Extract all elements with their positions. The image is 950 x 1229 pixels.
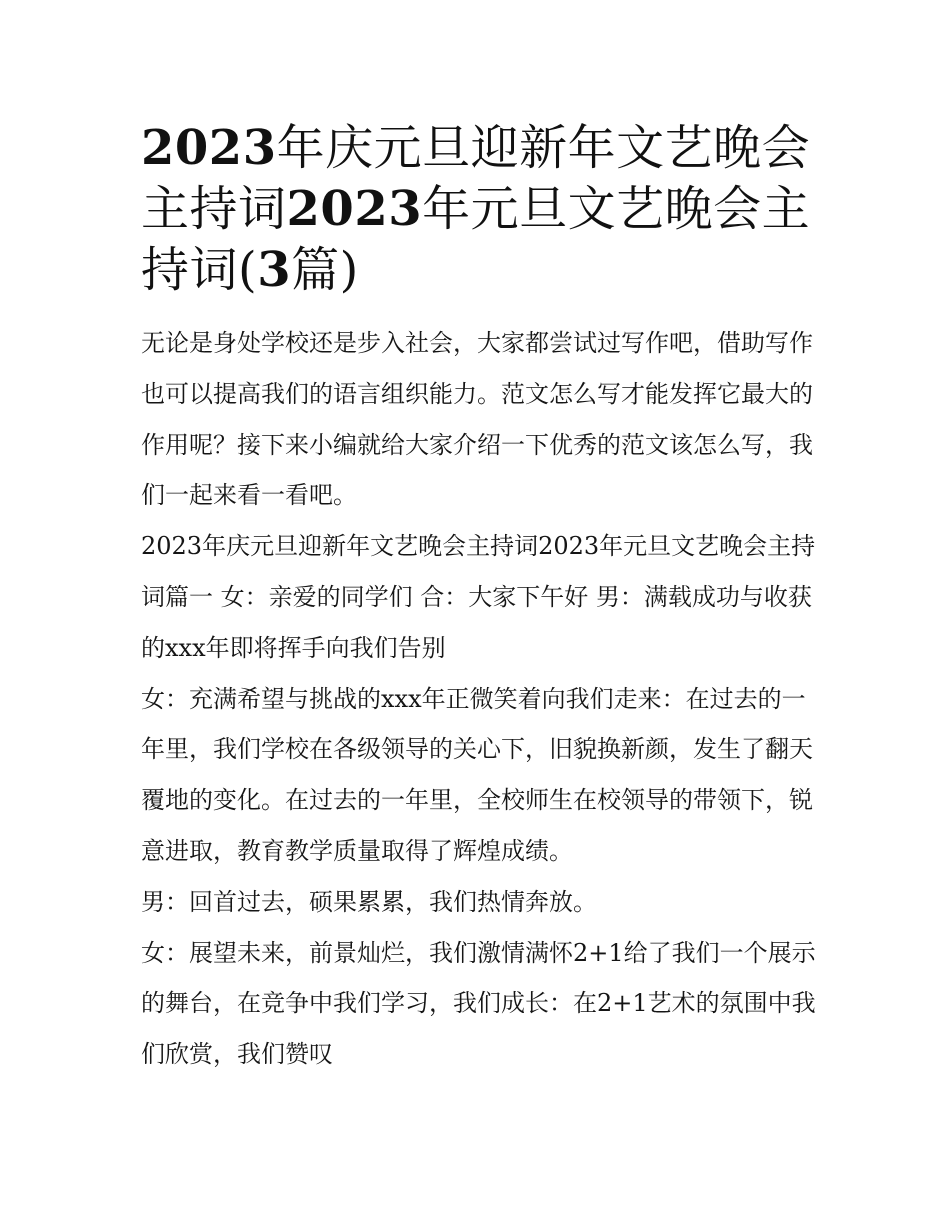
document-title (141, 118, 816, 301)
paragraph: 2023年庆元旦迎新年文艺晚会主持词2023年元旦文艺晚会主持词篇一 女：亲爱的同学们 合：大家下午好 男：满载成功与收获的xxx年即将挥手向我们告别 (141, 532, 816, 662)
title-text: 篇) (291, 242, 359, 298)
title-year: 2023 (286, 181, 423, 237)
paragraph: 女：展望未来，前景灿烂，我们激情满怀2+1给了我们一个展示的舞台，在竞争中我们学习，我们成长：在2+1艺术的氛围中我们欣赏，我们赞叹 (141, 938, 816, 1069)
paragraph: 男：回首过去，硕果累累，我们热情奔放。 (141, 887, 597, 916)
document-body (141, 318, 816, 1080)
title-year: 2023 (141, 120, 277, 176)
intro-paragraph: 无论是身处学校还是步入社会，大家都尝试过写作吧，借助写作也可以提高我们的语言组织能力。范文怎么写才能发挥它最大的作用呢？接下来小编就给大家介绍一下优秀的范文该怎么写，我们一起来看一看吧。 (141, 329, 813, 510)
paragraph: 女：充满希望与挑战的xxx年正微笑着向我们走来：在过去的一年里，我们学校在各级领导的关心下，旧貌换新颜，发生了翻天覆地的变化。在过去的一年里，全校师生在校领导的带领下，锐意进取，教育教学质量取得了辉煌成绩。 (141, 684, 813, 865)
title-text: 年庆元旦迎新年文艺晚会主持词 (141, 120, 811, 237)
title-text: 年元旦文艺晚会主持词( (141, 181, 811, 298)
document-content (141, 118, 816, 1080)
title-count: 3 (257, 242, 292, 298)
